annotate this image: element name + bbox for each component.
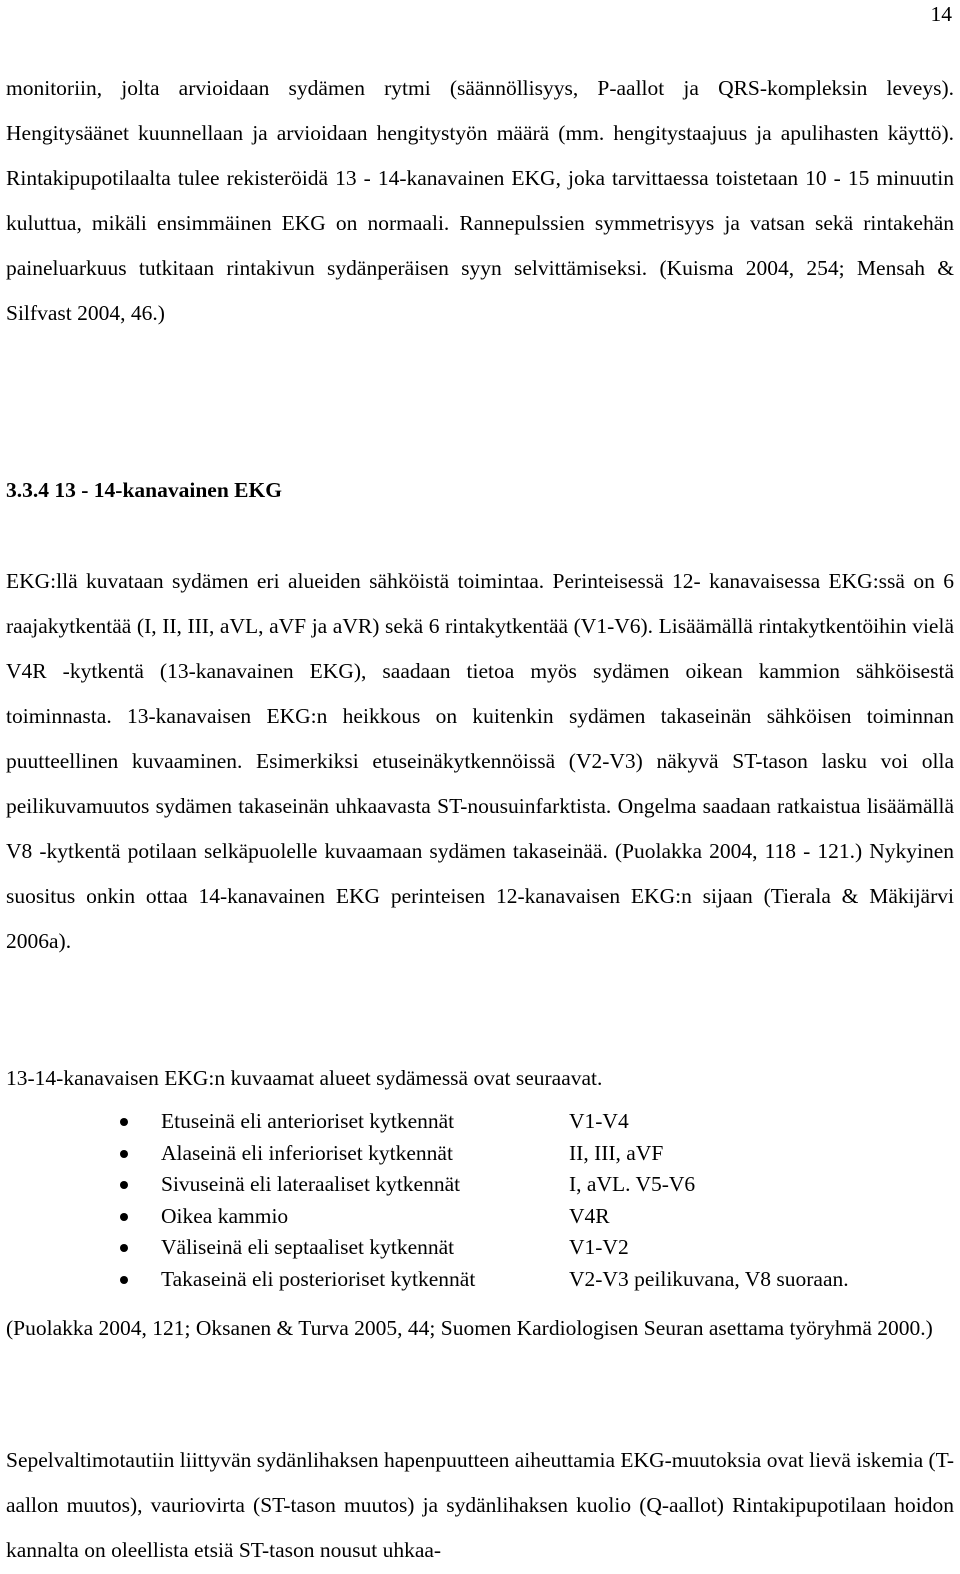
intro-paragraph-block (6, 66, 954, 336)
list-item-value: V1-V2 (569, 1235, 629, 1259)
list-item (0, 1169, 960, 1201)
list-item-value: V2-V3 peilikuvana, V8 suoraan. (569, 1266, 849, 1291)
list-item-value: I, aVL. V5-V6 (569, 1172, 696, 1196)
list-item-value: II, III, aVF (569, 1140, 664, 1165)
bullet-icon (120, 1276, 128, 1284)
list-item-label: Alaseinä eli inferioriset kytkennät (161, 1140, 453, 1165)
list-item-label: Sivuseinä eli lateraaliset kytkennät (161, 1172, 461, 1196)
list-item (0, 1106, 960, 1138)
list-item-label: Takaseinä eli posterioriset kytkennät (161, 1266, 476, 1291)
list-reference-block (6, 1306, 954, 1351)
list-item-label: Etuseinä eli anterioriset kytkennät (161, 1109, 455, 1133)
list-reference: (Puolakka 2004, 121; Oksanen & Turva 2005, 44; Suomen Kardiologisen Seuran asettama työryhmä 2000.) (6, 1316, 933, 1340)
list-item (0, 1232, 960, 1264)
page-number: 14 (930, 2, 952, 26)
closing-paragraph-block (6, 1438, 954, 1573)
region-list (0, 1106, 960, 1295)
bullet-icon (120, 1244, 128, 1252)
section-paragraph-block (6, 559, 954, 964)
section-paragraph: EKG:llä kuvataan sydämen eri alueiden sähköistä toimintaa. Perinteisessä 12- kanavaisessa EKG:ssä on 6 raajakytkentää (I, II, III, aVL, aVF ja aVR) sekä 6 rintakytkentää (V1-V6). Lisäämällä rintakytkentöihin vielä V4R -kytkentä (13-kanavainen EKG), saadaan tietoa myös sydämen oikean kammion sähköisestä toiminnasta. 13-kanavaisen EKG:n heikkous on kuitenkin sydämen takaseinän sähköisen toiminnan puutteellinen kuvaaminen. Esimerkiksi etuseinäkytkennöissä (V2-V3) näkyvä ST-tason lasku voi olla peilikuvamuutos sydämen takaseinän uhkaavasta ST-nousuinfarktista. Ongelma saadaan ratkaistua lisäämällä V8 -kytkentä potilaan selkäpuolelle kuvaamaan sydämen takaseinää. (Puolakka 2004, 118 - 121.) Nykyinen suositus onkin ottaa 14-kanavainen EKG perinteisen 12-kanavaisen EKG:n sijaan (Tierala & Mäkijärvi 2006a). (6, 569, 954, 953)
list-item-label: Väliseinä eli septaaliset kytkennät (161, 1235, 455, 1259)
list-item (0, 1201, 960, 1233)
bullet-icon (120, 1181, 128, 1189)
list-item-value: V4R (569, 1203, 610, 1228)
closing-paragraph: Sepelvaltimotautiin liittyvän sydänlihaksen hapenpuutteen aiheuttamia EKG-muutoksia ovat lievä iskemia (T-aallon muutos), vauriovirta (ST-tason muutos) ja sydänlihaksen kuolio (Q-aallot) Rintakipupotilaan hoidon kannalta on oleellista etsiä ST-tason nousut uhkaa- (6, 1448, 954, 1562)
list-item (0, 1264, 960, 1296)
bullet-icon (120, 1213, 128, 1221)
bullet-icon (120, 1118, 128, 1126)
section-heading: 3.3.4 13 - 14-kanavainen EKG (6, 478, 282, 502)
intro-paragraph: monitoriin, jolta arvioidaan sydämen rytmi (säännöllisyys, P-aallot ja QRS-kompleksin leveys). Hengitysäänet kuunnellaan ja arvioidaan hengitystyön määrä (mm. hengitystaajuus ja apulihasten käyttö). Rintakipupotilaalta tulee rekisteröidä 13 - 14-kanavainen EKG, joka tarvittaessa toistetaan 10 - 15 minuutin kuluttua, mikäli ensimmäinen EKG on normaali. Rannepulssien symmetrisyys ja vatsan sekä rintakehän paineluarkuus tutkitaan rintakivun sydänperäisen syyn selvittämiseksi. (Kuisma 2004, 254; Mensah & Silfvast 2004, 46.) (6, 76, 954, 325)
list-item-label: Oikea kammio (161, 1203, 289, 1228)
list-item (0, 1138, 960, 1170)
bullet-icon (120, 1150, 128, 1158)
list-item-value: V1-V4 (569, 1109, 629, 1133)
list-intro: 13-14-kanavaisen EKG:n kuvaamat alueet sydämessä ovat seuraavat. (6, 1066, 603, 1090)
